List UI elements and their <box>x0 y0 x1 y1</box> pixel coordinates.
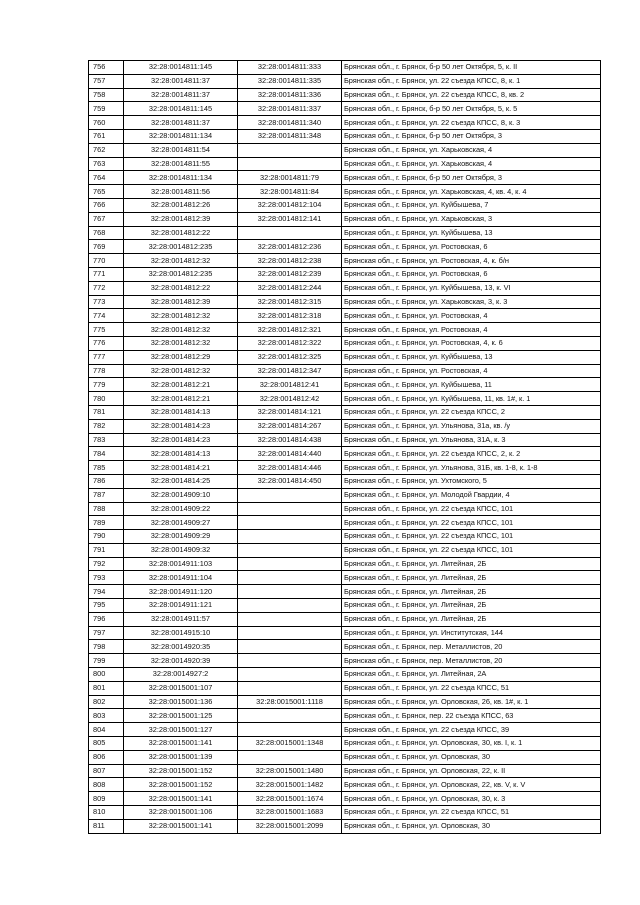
row-number-cell: 805 <box>89 737 124 751</box>
object-cadastral-number-cell: 32:28:0014812:239 <box>238 267 342 281</box>
address-cell: Брянская обл., г. Брянск, ул. Куйбышева, 7 <box>342 198 601 212</box>
cadastral-number-cell: 32:28:0015001:136 <box>124 695 238 709</box>
object-cadastral-number-cell: 32:28:0014814:121 <box>238 405 342 419</box>
cadastral-number-cell: 32:28:0014811:134 <box>124 171 238 185</box>
table-row <box>89 433 601 447</box>
object-cadastral-number-cell: 32:28:0014814:446 <box>238 461 342 475</box>
row-number-cell: 762 <box>89 143 124 157</box>
table-row <box>89 640 601 654</box>
cadastral-number-cell: 32:28:0015001:152 <box>124 764 238 778</box>
object-cadastral-number-cell: 32:28:0015001:1480 <box>238 764 342 778</box>
cadastral-number-cell: 32:28:0014811:37 <box>124 74 238 88</box>
cadastral-number-cell: 32:28:0014812:32 <box>124 364 238 378</box>
object-cadastral-number-cell: 32:28:0014811:333 <box>238 61 342 75</box>
table-row <box>89 171 601 185</box>
cadastral-number-cell: 32:28:0014812:21 <box>124 378 238 392</box>
row-number-cell: 809 <box>89 792 124 806</box>
cadastral-number-cell: 32:28:0014915:10 <box>124 626 238 640</box>
table-row <box>89 557 601 571</box>
table-row <box>89 750 601 764</box>
cadastral-number-cell: 32:28:0014814:25 <box>124 474 238 488</box>
address-cell: Брянская обл., г. Брянск, ул. 22 съезда КПСС, 51 <box>342 806 601 820</box>
row-number-cell: 801 <box>89 681 124 695</box>
object-cadastral-number-cell: 32:28:0014811:348 <box>238 129 342 143</box>
table-row <box>89 668 601 682</box>
object-cadastral-number-cell: 32:28:0014811:340 <box>238 116 342 130</box>
address-cell: Брянская обл., г. Брянск, пер. 22 съезда КПСС, 63 <box>342 709 601 723</box>
object-cadastral-number-cell <box>238 516 342 530</box>
row-number-cell: 764 <box>89 171 124 185</box>
table-row <box>89 309 601 323</box>
cadastral-number-cell: 32:28:0014811:55 <box>124 157 238 171</box>
cadastral-number-cell: 32:28:0015001:141 <box>124 792 238 806</box>
row-number-cell: 761 <box>89 129 124 143</box>
table-row <box>89 819 601 833</box>
table-row <box>89 254 601 268</box>
object-cadastral-number-cell: 32:28:0014811:337 <box>238 102 342 116</box>
object-cadastral-number-cell: 32:28:0014812:244 <box>238 281 342 295</box>
object-cadastral-number-cell: 32:28:0014814:440 <box>238 447 342 461</box>
table-row <box>89 185 601 199</box>
object-cadastral-number-cell <box>238 654 342 668</box>
table-row <box>89 226 601 240</box>
cadastral-number-cell: 32:28:0015001:106 <box>124 806 238 820</box>
object-cadastral-number-cell: 32:28:0014812:104 <box>238 198 342 212</box>
object-cadastral-number-cell: 32:28:0014812:141 <box>238 212 342 226</box>
cadastral-number-cell: 32:28:0014814:13 <box>124 405 238 419</box>
table-row <box>89 157 601 171</box>
table-row <box>89 543 601 557</box>
table-row <box>89 571 601 585</box>
row-number-cell: 804 <box>89 723 124 737</box>
row-number-cell: 793 <box>89 571 124 585</box>
address-cell: Брянская обл., г. Брянск, ул. Куйбышева, 11, кв. 1#, к. 1 <box>342 392 601 406</box>
object-cadastral-number-cell: 32:28:0014812:315 <box>238 295 342 309</box>
cadastral-number-cell: 32:28:0014812:32 <box>124 309 238 323</box>
row-number-cell: 763 <box>89 157 124 171</box>
object-cadastral-number-cell <box>238 488 342 502</box>
object-cadastral-number-cell <box>238 750 342 764</box>
row-number-cell: 757 <box>89 74 124 88</box>
row-number-cell: 808 <box>89 778 124 792</box>
row-number-cell: 758 <box>89 88 124 102</box>
table-row <box>89 378 601 392</box>
address-cell: Брянская обл., г. Брянск, ул. 22 съезда КПСС, 51 <box>342 681 601 695</box>
address-cell: Брянская обл., г. Брянск, ул. Литейная, 2Б <box>342 585 601 599</box>
address-cell: Брянская обл., г. Брянск, ул. Харьковская, 3, к. 3 <box>342 295 601 309</box>
cadastral-number-cell: 32:28:0014812:32 <box>124 323 238 337</box>
cadastral-number-cell: 32:28:0014811:145 <box>124 61 238 75</box>
address-cell: Брянская обл., г. Брянск, ул. Ростовская, 4 <box>342 364 601 378</box>
row-number-cell: 777 <box>89 350 124 364</box>
address-cell: Брянская обл., г. Брянск, ул. Литейная, 2Б <box>342 571 601 585</box>
address-cell: Брянская обл., г. Брянск, ул. Куйбышева, 11 <box>342 378 601 392</box>
table-row <box>89 626 601 640</box>
address-cell: Брянская обл., г. Брянск, б-р 50 лет Октября, 5, к. 5 <box>342 102 601 116</box>
table-row <box>89 709 601 723</box>
object-cadastral-number-cell: 32:28:0014812:41 <box>238 378 342 392</box>
cadastral-number-cell: 32:28:0014812:32 <box>124 336 238 350</box>
table-row <box>89 488 601 502</box>
address-cell: Брянская обл., г. Брянск, ул. Ульянова, 31А, к. 3 <box>342 433 601 447</box>
object-cadastral-number-cell: 32:28:0014811:335 <box>238 74 342 88</box>
address-cell: Брянская обл., г. Брянск, ул. 22 съезда КПСС, 101 <box>342 502 601 516</box>
object-cadastral-number-cell <box>238 571 342 585</box>
cadastral-number-cell: 32:28:0014811:56 <box>124 185 238 199</box>
address-cell: Брянская обл., г. Брянск, ул. 22 съезда КПСС, 8, кв. 2 <box>342 88 601 102</box>
object-cadastral-number-cell: 32:28:0014811:84 <box>238 185 342 199</box>
address-cell: Брянская обл., г. Брянск, ул. Литейная, 2Б <box>342 557 601 571</box>
object-cadastral-number-cell: 32:28:0015001:1674 <box>238 792 342 806</box>
object-cadastral-number-cell <box>238 226 342 240</box>
cadastral-number-cell: 32:28:0014811:37 <box>124 116 238 130</box>
object-cadastral-number-cell: 32:28:0014811:336 <box>238 88 342 102</box>
row-number-cell: 791 <box>89 543 124 557</box>
object-cadastral-number-cell: 32:28:0014812:42 <box>238 392 342 406</box>
address-cell: Брянская обл., г. Брянск, ул. Ростовская, 4 <box>342 323 601 337</box>
row-number-cell: 785 <box>89 461 124 475</box>
address-cell: Брянская обл., г. Брянск, ул. Орловская, 30, кв. I, к. 1 <box>342 737 601 751</box>
table-row <box>89 281 601 295</box>
row-number-cell: 799 <box>89 654 124 668</box>
object-cadastral-number-cell <box>238 599 342 613</box>
row-number-cell: 800 <box>89 668 124 682</box>
table-row <box>89 240 601 254</box>
row-number-cell: 772 <box>89 281 124 295</box>
cadastral-number-cell: 32:28:0014814:13 <box>124 447 238 461</box>
table-row <box>89 516 601 530</box>
address-cell: Брянская обл., г. Брянск, ул. Куйбышева, 13 <box>342 350 601 364</box>
row-number-cell: 797 <box>89 626 124 640</box>
object-cadastral-number-cell: 32:28:0015001:1683 <box>238 806 342 820</box>
table-row <box>89 267 601 281</box>
cadastral-number-cell: 32:28:0014812:235 <box>124 267 238 281</box>
table-row <box>89 778 601 792</box>
table-row <box>89 737 601 751</box>
table-row <box>89 474 601 488</box>
table-row <box>89 212 601 226</box>
address-cell: Брянская обл., г. Брянск, ул. Литейная, 2Б <box>342 612 601 626</box>
table-row <box>89 447 601 461</box>
row-number-cell: 807 <box>89 764 124 778</box>
row-number-cell: 770 <box>89 254 124 268</box>
table-row <box>89 530 601 544</box>
address-cell: Брянская обл., г. Брянск, ул. 22 съезда КПСС, 2, к. 2 <box>342 447 601 461</box>
address-cell: Брянская обл., г. Брянск, ул. Ростовская, 6 <box>342 267 601 281</box>
table-row <box>89 350 601 364</box>
table-row <box>89 405 601 419</box>
object-cadastral-number-cell <box>238 157 342 171</box>
address-cell: Брянская обл., г. Брянск, ул. Орловская, 30 <box>342 750 601 764</box>
cadastral-number-cell: 32:28:0015001:127 <box>124 723 238 737</box>
object-cadastral-number-cell <box>238 502 342 516</box>
row-number-cell: 803 <box>89 709 124 723</box>
table-row <box>89 129 601 143</box>
cadastral-number-cell: 32:28:0014920:39 <box>124 654 238 668</box>
object-cadastral-number-cell <box>238 557 342 571</box>
row-number-cell: 775 <box>89 323 124 337</box>
cadastral-number-cell: 32:28:0014811:37 <box>124 88 238 102</box>
address-cell: Брянская обл., г. Брянск, ул. Ульянова, 31а, кв. /у <box>342 419 601 433</box>
object-cadastral-number-cell <box>238 530 342 544</box>
row-number-cell: 795 <box>89 599 124 613</box>
cadastral-number-cell: 32:28:0015001:141 <box>124 819 238 833</box>
cadastral-number-cell: 32:28:0015001:125 <box>124 709 238 723</box>
cadastral-number-cell: 32:28:0015001:152 <box>124 778 238 792</box>
row-number-cell: 798 <box>89 640 124 654</box>
row-number-cell: 787 <box>89 488 124 502</box>
table-row <box>89 599 601 613</box>
row-number-cell: 794 <box>89 585 124 599</box>
cadastral-number-cell: 32:28:0014927:2 <box>124 668 238 682</box>
table-row <box>89 585 601 599</box>
row-number-cell: 767 <box>89 212 124 226</box>
object-cadastral-number-cell: 32:28:0014814:267 <box>238 419 342 433</box>
address-cell: Брянская обл., г. Брянск, ул. 22 съезда КПСС, 8, к. 1 <box>342 74 601 88</box>
object-cadastral-number-cell <box>238 543 342 557</box>
cadastral-number-cell: 32:28:0014812:39 <box>124 295 238 309</box>
cadastral-number-cell: 32:28:0014811:134 <box>124 129 238 143</box>
cadastral-number-cell: 32:28:0015001:141 <box>124 737 238 751</box>
row-number-cell: 774 <box>89 309 124 323</box>
cadastral-number-cell: 32:28:0015001:107 <box>124 681 238 695</box>
cadastral-number-cell: 32:28:0014911:104 <box>124 571 238 585</box>
object-cadastral-number-cell <box>238 709 342 723</box>
cadastral-number-cell: 32:28:0014814:21 <box>124 461 238 475</box>
address-cell: Брянская обл., г. Брянск, ул. 22 съезда КПСС, 101 <box>342 530 601 544</box>
cadastral-number-cell: 32:28:0014811:54 <box>124 143 238 157</box>
row-number-cell: 768 <box>89 226 124 240</box>
cadastral-number-cell: 32:28:0014911:103 <box>124 557 238 571</box>
address-cell: Брянская обл., г. Брянск, б-р 50 лет Октября, 3 <box>342 171 601 185</box>
address-cell: Брянская обл., г. Брянск, пер. Металлистов, 20 <box>342 640 601 654</box>
table-row <box>89 612 601 626</box>
object-cadastral-number-cell: 32:28:0014814:450 <box>238 474 342 488</box>
table-row <box>89 695 601 709</box>
object-cadastral-number-cell <box>238 640 342 654</box>
address-cell: Брянская обл., г. Брянск, ул. Харьковская, 4 <box>342 157 601 171</box>
object-cadastral-number-cell <box>238 723 342 737</box>
cadastral-number-cell: 32:28:0014812:235 <box>124 240 238 254</box>
table-row <box>89 461 601 475</box>
object-cadastral-number-cell: 32:28:0014812:318 <box>238 309 342 323</box>
address-cell: Брянская обл., г. Брянск, ул. Ростовская, 4 <box>342 309 601 323</box>
address-cell: Брянская обл., г. Брянск, ул. 22 съезда КПСС, 101 <box>342 516 601 530</box>
row-number-cell: 782 <box>89 419 124 433</box>
row-number-cell: 765 <box>89 185 124 199</box>
table-body <box>89 61 601 834</box>
address-cell: Брянская обл., г. Брянск, ул. Ростовская, 4, к. б/н <box>342 254 601 268</box>
row-number-cell: 810 <box>89 806 124 820</box>
object-cadastral-number-cell: 32:28:0014812:321 <box>238 323 342 337</box>
row-number-cell: 776 <box>89 336 124 350</box>
cadastral-registry-table <box>88 60 601 834</box>
table-row <box>89 88 601 102</box>
address-cell: Брянская обл., г. Брянск, ул. 22 съезда КПСС, 101 <box>342 543 601 557</box>
cadastral-number-cell: 32:28:0014814:23 <box>124 433 238 447</box>
cadastral-number-cell: 32:28:0014909:22 <box>124 502 238 516</box>
table-row <box>89 392 601 406</box>
row-number-cell: 760 <box>89 116 124 130</box>
table-row <box>89 198 601 212</box>
row-number-cell: 796 <box>89 612 124 626</box>
table-row <box>89 323 601 337</box>
table-row <box>89 143 601 157</box>
address-cell: Брянская обл., г. Брянск, ул. Орловская, 30 <box>342 819 601 833</box>
table-row <box>89 336 601 350</box>
row-number-cell: 766 <box>89 198 124 212</box>
row-number-cell: 784 <box>89 447 124 461</box>
row-number-cell: 756 <box>89 61 124 75</box>
row-number-cell: 806 <box>89 750 124 764</box>
object-cadastral-number-cell: 32:28:0015001:1482 <box>238 778 342 792</box>
object-cadastral-number-cell <box>238 668 342 682</box>
address-cell: Брянская обл., г. Брянск, ул. Ухтомского, 5 <box>342 474 601 488</box>
row-number-cell: 783 <box>89 433 124 447</box>
row-number-cell: 778 <box>89 364 124 378</box>
cadastral-number-cell: 32:28:0014812:39 <box>124 212 238 226</box>
cadastral-number-cell: 32:28:0014909:32 <box>124 543 238 557</box>
address-cell: Брянская обл., г. Брянск, б-р 50 лет Октября, 3 <box>342 129 601 143</box>
object-cadastral-number-cell: 32:28:0014814:438 <box>238 433 342 447</box>
address-cell: Брянская обл., г. Брянск, ул. Орловская, 26, кв. 1#, к. 1 <box>342 695 601 709</box>
row-number-cell: 759 <box>89 102 124 116</box>
table-row <box>89 102 601 116</box>
object-cadastral-number-cell: 32:28:0014812:325 <box>238 350 342 364</box>
cadastral-number-cell: 32:28:0014812:26 <box>124 198 238 212</box>
table-row <box>89 74 601 88</box>
address-cell: Брянская обл., г. Брянск, ул. Орловская, 22, кв. V, к. V <box>342 778 601 792</box>
table-row <box>89 806 601 820</box>
row-number-cell: 773 <box>89 295 124 309</box>
address-cell: Брянская обл., г. Брянск, ул. Литейная, 2Б <box>342 599 601 613</box>
object-cadastral-number-cell: 32:28:0014812:236 <box>238 240 342 254</box>
address-cell: Брянская обл., г. Брянск, ул. Орловская, 22, к. II <box>342 764 601 778</box>
address-cell: Брянская обл., г. Брянск, ул. Харьковская, 4 <box>342 143 601 157</box>
table-row <box>89 364 601 378</box>
cadastral-number-cell: 32:28:0014814:23 <box>124 419 238 433</box>
row-number-cell: 802 <box>89 695 124 709</box>
row-number-cell: 786 <box>89 474 124 488</box>
address-cell: Брянская обл., г. Брянск, ул. Куйбышева, 13, к. VI <box>342 281 601 295</box>
object-cadastral-number-cell: 32:28:0015001:2099 <box>238 819 342 833</box>
table-row <box>89 654 601 668</box>
object-cadastral-number-cell: 32:28:0014811:79 <box>238 171 342 185</box>
address-cell: Брянская обл., г. Брянск, ул. 22 съезда КПСС, 8, к. 3 <box>342 116 601 130</box>
object-cadastral-number-cell: 32:28:0014812:347 <box>238 364 342 378</box>
cadastral-number-cell: 32:28:0014812:32 <box>124 254 238 268</box>
table-row <box>89 116 601 130</box>
table-row <box>89 502 601 516</box>
address-cell: Брянская обл., г. Брянск, ул. 22 съезда КПСС, 2 <box>342 405 601 419</box>
cadastral-number-cell: 32:28:0014812:22 <box>124 281 238 295</box>
cadastral-number-cell: 32:28:0014812:22 <box>124 226 238 240</box>
address-cell: Брянская обл., г. Брянск, ул. Харьковская, 4, кв. 4, к. 4 <box>342 185 601 199</box>
table-row <box>89 723 601 737</box>
address-cell: Брянская обл., г. Брянск, б-р 50 лет Октября, 5, к. II <box>342 61 601 75</box>
cadastral-number-cell: 32:28:0014909:27 <box>124 516 238 530</box>
cadastral-number-cell: 32:28:0014911:121 <box>124 599 238 613</box>
address-cell: Брянская обл., г. Брянск, ул. Харьковская, 3 <box>342 212 601 226</box>
object-cadastral-number-cell <box>238 585 342 599</box>
object-cadastral-number-cell <box>238 681 342 695</box>
cadastral-number-cell: 32:28:0014909:10 <box>124 488 238 502</box>
object-cadastral-number-cell <box>238 612 342 626</box>
address-cell: Брянская обл., г. Брянск, ул. Орловская, 30, к. 3 <box>342 792 601 806</box>
row-number-cell: 788 <box>89 502 124 516</box>
cadastral-number-cell: 32:28:0014811:145 <box>124 102 238 116</box>
table-row <box>89 61 601 75</box>
object-cadastral-number-cell: 32:28:0015001:1348 <box>238 737 342 751</box>
address-cell: Брянская обл., г. Брянск, ул. Куйбышева, 13 <box>342 226 601 240</box>
object-cadastral-number-cell: 32:28:0015001:1118 <box>238 695 342 709</box>
cadastral-number-cell: 32:28:0015001:139 <box>124 750 238 764</box>
row-number-cell: 792 <box>89 557 124 571</box>
cadastral-number-cell: 32:28:0014909:29 <box>124 530 238 544</box>
row-number-cell: 790 <box>89 530 124 544</box>
cadastral-number-cell: 32:28:0014920:35 <box>124 640 238 654</box>
address-cell: Брянская обл., г. Брянск, ул. Литейная, 2А <box>342 668 601 682</box>
row-number-cell: 781 <box>89 405 124 419</box>
object-cadastral-number-cell: 32:28:0014812:322 <box>238 336 342 350</box>
row-number-cell: 771 <box>89 267 124 281</box>
address-cell: Брянская обл., г. Брянск, ул. 22 съезда КПСС, 39 <box>342 723 601 737</box>
address-cell: Брянская обл., г. Брянск, пер. Металлистов, 20 <box>342 654 601 668</box>
table-row <box>89 295 601 309</box>
cadastral-number-cell: 32:28:0014812:21 <box>124 392 238 406</box>
table-row <box>89 764 601 778</box>
table-row <box>89 681 601 695</box>
row-number-cell: 779 <box>89 378 124 392</box>
object-cadastral-number-cell <box>238 143 342 157</box>
object-cadastral-number-cell <box>238 626 342 640</box>
address-cell: Брянская обл., г. Брянск, ул. Ульянова, 31Б, кв. 1-8, к. 1-8 <box>342 461 601 475</box>
row-number-cell: 780 <box>89 392 124 406</box>
address-cell: Брянская обл., г. Брянск, ул. Ростовская, 6 <box>342 240 601 254</box>
row-number-cell: 789 <box>89 516 124 530</box>
object-cadastral-number-cell: 32:28:0014812:238 <box>238 254 342 268</box>
address-cell: Брянская обл., г. Брянск, ул. Молодой Гвардии, 4 <box>342 488 601 502</box>
table-row <box>89 792 601 806</box>
cadastral-number-cell: 32:28:0014911:120 <box>124 585 238 599</box>
row-number-cell: 769 <box>89 240 124 254</box>
cadastral-number-cell: 32:28:0014812:29 <box>124 350 238 364</box>
address-cell: Брянская обл., г. Брянск, ул. Ростовская, 4, к. 6 <box>342 336 601 350</box>
table-row <box>89 419 601 433</box>
row-number-cell: 811 <box>89 819 124 833</box>
cadastral-number-cell: 32:28:0014911:57 <box>124 612 238 626</box>
address-cell: Брянская обл., г. Брянск, ул. Институтская, 144 <box>342 626 601 640</box>
